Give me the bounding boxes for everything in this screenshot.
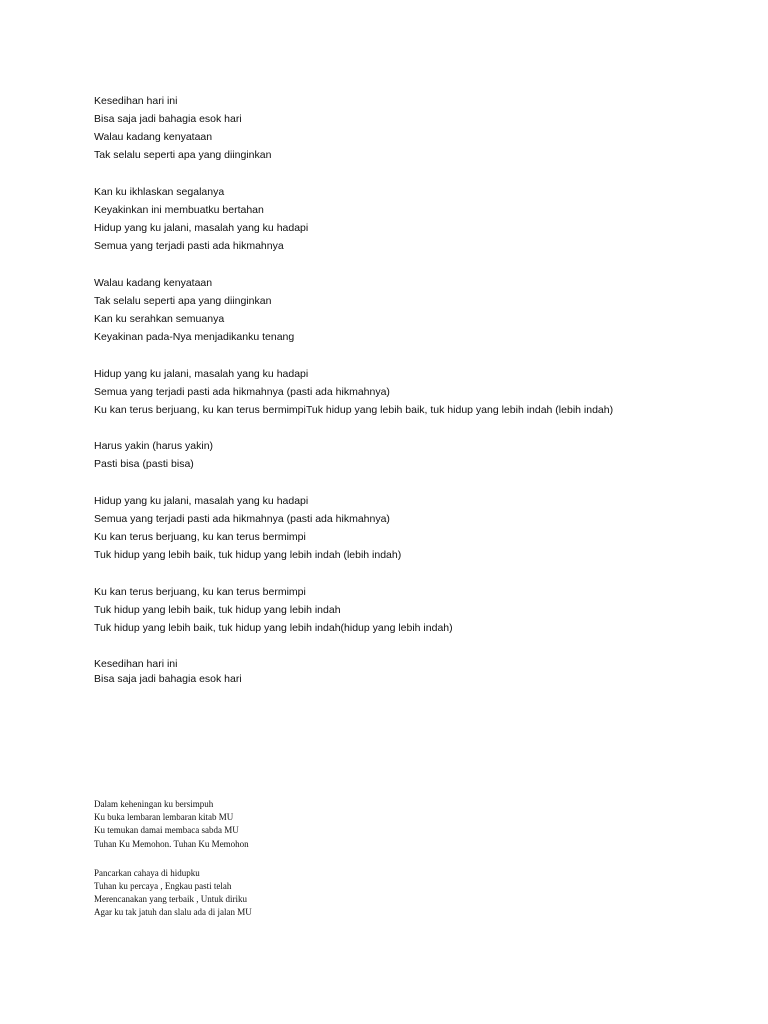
lyric-line-serif: Tuhan Ku Memohon. Tuhan Ku Memohon: [94, 839, 249, 849]
lyric-line: Keyakinan pada-Nya menjadikanku tenang: [94, 331, 295, 343]
lyric-line: Bisa saja jadi bahagia esok hari: [94, 113, 242, 125]
lyric-line: Keyakinkan ini membuatku bertahan: [94, 204, 264, 216]
lyric-line: Harus yakin (harus yakin): [94, 440, 214, 452]
lyric-line: Walau kadang kenyataan: [94, 131, 213, 143]
lyric-line: Kesedihan hari ini: [94, 658, 178, 670]
lyric-line: Bisa saja jadi bahagia esok hari: [94, 673, 242, 685]
lyric-line-serif: Ku buka lembaran lembaran kitab MU: [94, 812, 234, 822]
lyric-line: Tuk hidup yang lebih baik, tuk hidup yang lebih indah: [94, 604, 341, 616]
lyric-line: Kesedihan hari ini: [94, 95, 178, 107]
lyric-line: Kan ku serahkan semuanya: [94, 313, 225, 325]
lyric-line: Tuk hidup yang lebih baik, tuk hidup yang lebih indah(hidup yang lebih indah): [94, 622, 453, 634]
lyric-line: Tuk hidup yang lebih baik, tuk hidup yang lebih indah (lebih indah): [94, 549, 402, 561]
lyric-line: Kan ku ikhlaskan segalanya: [94, 186, 225, 198]
lyric-line: Ku kan terus berjuang, ku kan terus bermimpi: [94, 531, 306, 543]
lyric-line: Hidup yang ku jalani, masalah yang ku hadapi: [94, 222, 309, 234]
lyric-line: Hidup yang ku jalani, masalah yang ku hadapi: [94, 368, 309, 380]
lyric-line: Ku kan terus berjuang, ku kan terus bermimpi: [94, 586, 306, 598]
lyric-line: Ku kan terus berjuang, ku kan terus bermimpiTuk hidup yang lebih baik, tuk hidup yang lebih indah (lebih indah): [94, 404, 614, 416]
lyric-line-serif: Agar ku tak jatuh dan slalu ada di jalan MU: [94, 907, 252, 917]
lyric-line-serif: Ku temukan damai membaca sabda MU: [94, 825, 239, 835]
lyric-line-serif: Pancarkan cahaya di hidupku: [94, 868, 200, 878]
lyric-line: Tak selalu seperti apa yang diinginkan: [94, 149, 272, 161]
lyric-line: Semua yang terjadi pasti ada hikmahnya (pasti ada hikmahnya): [94, 513, 390, 525]
lyric-line: Pasti bisa (pasti bisa): [94, 458, 194, 470]
lyric-line: Tak selalu seperti apa yang diinginkan: [94, 295, 272, 307]
lyric-line: Walau kadang kenyataan: [94, 277, 213, 289]
lyric-line-serif: Tuhan ku percaya , Engkau pasti telah: [94, 881, 232, 891]
lyric-line-serif: Merencanakan yang terbaik , Untuk diriku: [94, 894, 247, 904]
lyric-line: Hidup yang ku jalani, masalah yang ku hadapi: [94, 495, 309, 507]
lyric-line: Semua yang terjadi pasti ada hikmahnya: [94, 240, 284, 252]
lyric-line-serif: Dalam keheningan ku bersimpuh: [94, 799, 214, 809]
lyric-line: Semua yang terjadi pasti ada hikmahnya (pasti ada hikmahnya): [94, 386, 390, 398]
